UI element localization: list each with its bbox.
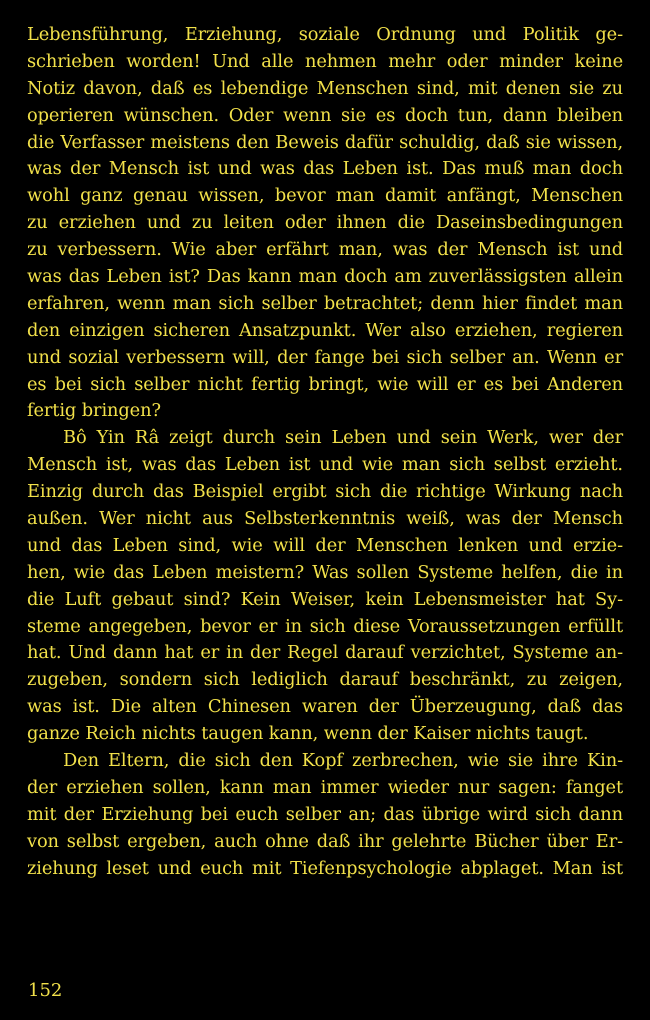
- text-line: hen, wie das Leben meistern? Was sollen Systeme helfen, die in: [27, 561, 623, 583]
- text-line: zu verbessern. Wie aber erfährt man, was der Mensch ist und: [27, 239, 623, 261]
- page-number: 152: [28, 980, 63, 1001]
- text-line: es bei sich selber nicht fertig bringt, wie will er es bei Anderen: [27, 373, 623, 395]
- text-line: was das Leben ist? Das kann man doch am zuverlässigsten allein: [27, 266, 623, 288]
- text-line: Den Eltern, die sich den Kopf zerbrechen, wie sie ihre Kin-: [63, 750, 623, 772]
- text-line: was der Mensch ist und was das Leben ist. Das muß man doch: [27, 158, 623, 180]
- text-line: außen. Wer nicht aus Selbsterkenntnis weiß, was der Mensch: [27, 508, 623, 530]
- text-line: wohl ganz genau wissen, bevor man damit anfängt, Menschen: [27, 185, 623, 207]
- text-line: mit der Erziehung bei euch selber an; das übrige wird sich dann: [27, 803, 623, 825]
- text-line: zugeben, sondern sich lediglich darauf beschränkt, zu zeigen,: [27, 669, 623, 691]
- text-line: Mensch ist, was das Leben ist und wie man sich selbst erzieht.: [27, 454, 623, 476]
- text-line: Lebensführung, Erziehung, soziale Ordnung und Politik ge-: [27, 24, 623, 45]
- text-line: der erziehen sollen, kann man immer wieder nur sagen: fanget: [27, 776, 623, 798]
- text-line: hat. Und dann hat er in der Regel darauf verzichtet, Systeme an-: [27, 642, 623, 664]
- text-line: Bô Yin Râ zeigt durch sein Leben und sein Werk, wer der: [63, 427, 623, 449]
- text-line: Einzig durch das Beispiel ergibt sich die richtige Wirkung nach: [27, 481, 623, 503]
- text-line: und das Leben sind, wie will der Menschen lenken und erzie-: [27, 534, 623, 556]
- text-line: zu erziehen und zu leiten oder ihnen die Daseinsbedingungen: [27, 212, 623, 234]
- text-line: ganze Reich nichts taugen kann, wenn der Kaiser nichts taugt.: [27, 723, 589, 745]
- text-line: was ist. Die alten Chinesen waren der Überzeugung, daß das: [27, 696, 623, 718]
- text-line: Notiz davon, daß es lebendige Menschen sind, mit denen sie zu: [27, 77, 623, 99]
- text-line: operieren wünschen. Oder wenn sie es doch tun, dann bleiben: [27, 104, 623, 126]
- body-text: [27, 22, 623, 883]
- text-line: die Verfasser meistens den Beweis dafür schuldig, daß sie wissen,: [27, 131, 623, 153]
- text-line: und sozial verbessern will, der fange bei sich selber an. Wenn er: [27, 346, 623, 368]
- text-line: den einzigen sicheren Ansatzpunkt. Wer also erziehen, regieren: [27, 319, 623, 341]
- text-line: die Luft gebaut sind? Kein Weiser, kein Lebensmeister hat Sy-: [27, 588, 623, 610]
- text-line: fertig bringen?: [27, 400, 161, 422]
- text-line: von selbst ergeben, auch ohne daß ihr gelehrte Bücher über Er-: [27, 830, 623, 852]
- text-line: steme angegeben, bevor er in sich diese Voraussetzungen erfüllt: [27, 615, 623, 637]
- text-line: schrieben worden! Und alle nehmen mehr oder minder keine: [27, 50, 623, 72]
- text-line: erfahren, wenn man sich selber betrachtet; denn hier findet man: [27, 292, 623, 314]
- text-line: ziehung leset und euch mit Tiefenpsychologie abplaget. Man ist: [27, 857, 623, 879]
